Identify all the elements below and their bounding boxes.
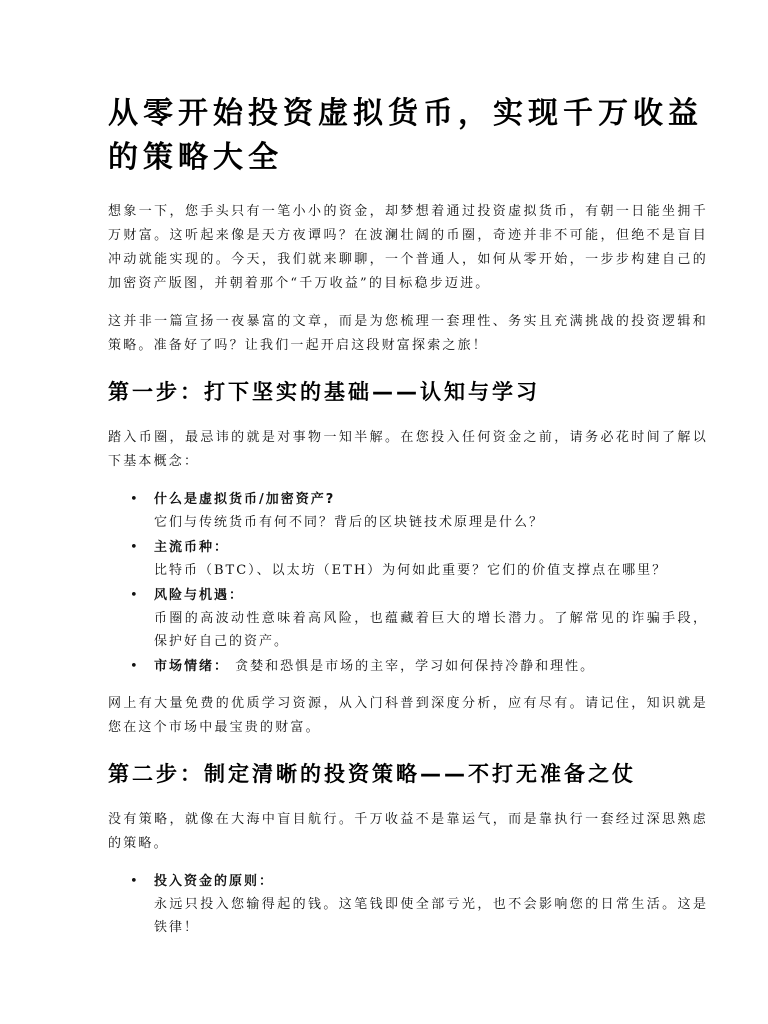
list-item — [130, 488, 708, 534]
bullet-icon: • — [130, 588, 140, 603]
section-1-list — [108, 488, 708, 678]
list-item-term: 什么是虚拟货币/加密资产? — [154, 492, 336, 507]
section-1-lead: 踏入币圈，最忌讳的就是对事物一知半解。在您投入任何资金之前，请务必花时间了解以下基本概念： — [108, 430, 708, 469]
list-item-description: 币圈的高波动性意味着高风险，也蕴藏着巨大的增长潜力。了解常见的诈骗手段，保护好自己的资产。 — [154, 611, 708, 649]
list-item-description: 贪婪和恐惧是市场的主宰，学习如何保持冷静和理性。 — [235, 659, 596, 674]
section-2-list — [108, 870, 708, 939]
section-2-heading: 第二步：制定清晰的投资策略——不打无准备之仗 — [108, 762, 636, 786]
list-item-term: 市场情绪： — [154, 659, 230, 674]
list-item-description: 比特币（BTC）、以太坊（ETH）为何如此重要？它们的价值支撑点在哪里？ — [154, 563, 668, 578]
section-1-heading: 第一步：打下坚实的基础——认知与学习 — [108, 380, 540, 404]
intro-paragraph-1: 想象一下，您手头只有一笔小小的资金，却梦想着通过投资虚拟货币，有朝一日能坐拥千万财富。这听起来像是天方夜谭吗？在波澜壮阔的币圈，奇迹并非不可能，但绝不是盲目冲动就能实现的。今天，我们就来聊聊，一个普通人，如何从零开始，一步步构建自己的加密资产版图，并朝着那个“千万收益”的目标稳步迈进。 — [108, 204, 708, 291]
bullet-icon: • — [130, 492, 140, 507]
list-item — [130, 870, 708, 939]
document-title: 从零开始投资虚拟货币，实现千万收益的策略大全 — [108, 96, 703, 175]
list-item-description: 永远只投入您输得起的钱。这笔钱即使全部亏光，也不会影响您的日常生活。这是铁律！ — [154, 897, 708, 935]
section-2-lead: 没有策略，就像在大海中盲目航行。千万收益不是靠运气，而是靠执行一套经过深思熟虑的策略。 — [108, 812, 708, 851]
section-1-closing: 网上有大量免费的优质学习资源，从入门科普到深度分析，应有尽有。请记住，知识就是您在这个市场中最宝贵的财富。 — [108, 696, 708, 735]
list-item-description: 它们与传统货币有何不同？背后的区块链技术原理是什么？ — [154, 515, 545, 530]
bullet-icon: • — [130, 540, 140, 555]
list-item — [130, 655, 708, 678]
list-item-term: 投入资金的原则： — [154, 874, 275, 889]
list-item — [130, 584, 708, 653]
bullet-icon: • — [130, 659, 140, 674]
list-item-term: 风险与机遇： — [154, 588, 245, 603]
intro-paragraph-2: 这并非一篇宣扬一夜暴富的文章，而是为您梳理一套理性、务实且充满挑战的投资逻辑和策略。准备好了吗？让我们一起开启这段财富探索之旅！ — [108, 314, 708, 353]
bullet-icon: • — [130, 874, 140, 889]
list-item — [130, 536, 708, 582]
list-item-term: 主流币种： — [154, 540, 230, 555]
